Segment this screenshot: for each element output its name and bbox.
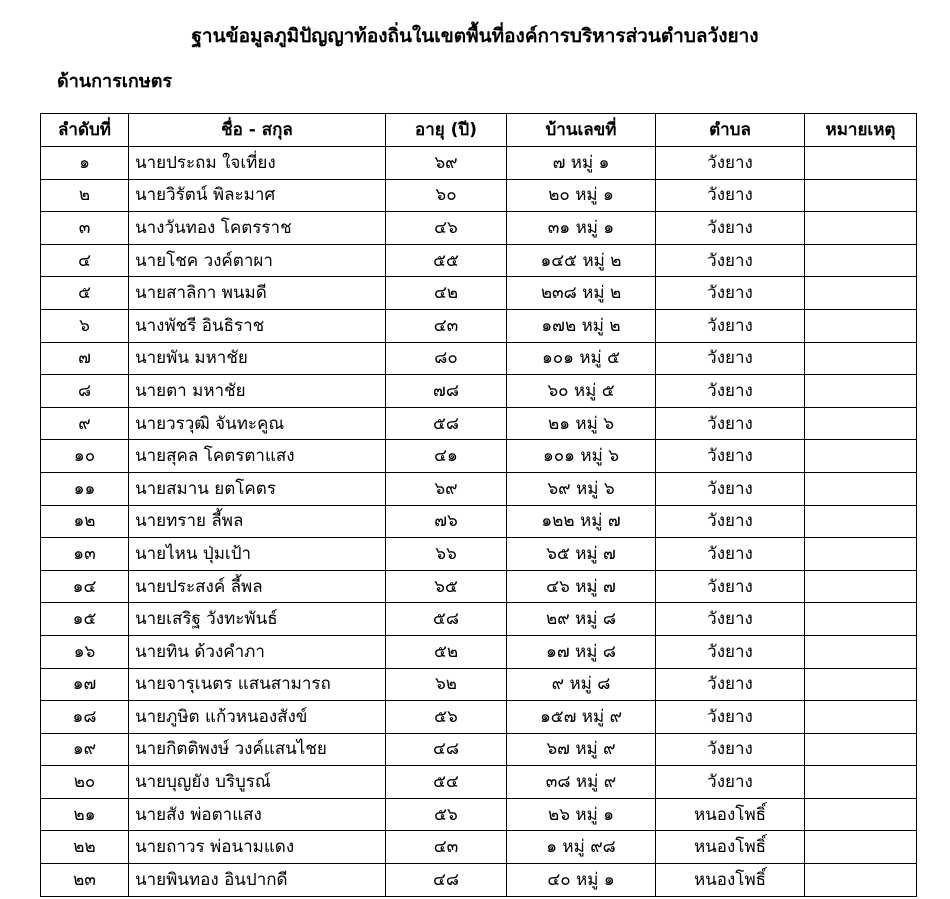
cell-no: ๕	[41, 277, 129, 310]
cell-subdistrict: วังยาง	[656, 570, 805, 603]
table-row	[41, 603, 917, 636]
cell-subdistrict: วังยาง	[656, 538, 805, 571]
cell-remarks	[805, 147, 917, 180]
section-heading: ด้านการเกษตร	[57, 71, 173, 92]
cell-remarks	[805, 277, 917, 310]
cell-house-number: ๔๐ หมู่ ๑	[507, 864, 656, 897]
table-row	[41, 277, 917, 310]
cell-name: นายตา มหาชัย	[129, 375, 386, 408]
cell-remarks	[805, 505, 917, 538]
cell-name: นายถาวร พ่อนามแดง	[129, 831, 386, 864]
cell-house-number: ๗ หมู่ ๑	[507, 147, 656, 180]
cell-remarks	[805, 244, 917, 277]
table-row	[41, 635, 917, 668]
cell-subdistrict: วังยาง	[656, 309, 805, 342]
cell-no: ๑๗	[41, 668, 129, 701]
cell-remarks	[805, 179, 917, 212]
cell-remarks	[805, 538, 917, 571]
cell-name: นางวันทอง โคตรราช	[129, 212, 386, 245]
table-header-row	[41, 114, 917, 147]
cell-house-number: ๒๙ หมู่ ๘	[507, 603, 656, 636]
cell-no: ๑๙	[41, 733, 129, 766]
cell-house-number: ๒๐ หมู่ ๑	[507, 179, 656, 212]
cell-age: ๖๒	[386, 668, 507, 701]
cell-subdistrict: วังยาง	[656, 342, 805, 375]
data-table	[40, 113, 917, 897]
table-row	[41, 798, 917, 831]
cell-subdistrict: วังยาง	[656, 440, 805, 473]
cell-name: นายสุคล โคตรตาแสง	[129, 440, 386, 473]
cell-name: นายจารุเนตร แสนสามารถ	[129, 668, 386, 701]
table-row	[41, 570, 917, 603]
cell-house-number: ๓๘ หมู่ ๙	[507, 766, 656, 799]
cell-age: ๕๘	[386, 407, 507, 440]
cell-house-number: ๑๒๒ หมู่ ๗	[507, 505, 656, 538]
cell-subdistrict: หนองโพธิ์	[656, 864, 805, 897]
cell-house-number: ๑๐๑ หมู่ ๕	[507, 342, 656, 375]
cell-name: นายวรวุฒิ จันทะคูณ	[129, 407, 386, 440]
table-row	[41, 309, 917, 342]
cell-age: ๕๘	[386, 603, 507, 636]
cell-age: ๖๙	[386, 472, 507, 505]
cell-no: ๑๘	[41, 701, 129, 734]
cell-remarks	[805, 635, 917, 668]
cell-no: ๘	[41, 375, 129, 408]
cell-remarks	[805, 342, 917, 375]
cell-name: นายวิรัตน์ พิละมาศ	[129, 179, 386, 212]
cell-remarks	[805, 407, 917, 440]
cell-age: ๔๑	[386, 440, 507, 473]
cell-no: ๔	[41, 244, 129, 277]
cell-subdistrict: วังยาง	[656, 701, 805, 734]
cell-house-number: ๑๐๑ หมู่ ๖	[507, 440, 656, 473]
cell-name: นายเสริฐ วังทะพันธ์	[129, 603, 386, 636]
cell-remarks	[805, 440, 917, 473]
cell-age: ๔๘	[386, 864, 507, 897]
cell-age: ๗๖	[386, 505, 507, 538]
cell-age: ๔๓	[386, 831, 507, 864]
cell-age: ๗๘	[386, 375, 507, 408]
cell-age: ๕๕	[386, 244, 507, 277]
table-row	[41, 244, 917, 277]
cell-remarks	[805, 701, 917, 734]
table-row	[41, 212, 917, 245]
cell-subdistrict: วังยาง	[656, 212, 805, 245]
cell-no: ๒๒	[41, 831, 129, 864]
table-row	[41, 733, 917, 766]
cell-no: ๒๐	[41, 766, 129, 799]
table-row	[41, 472, 917, 505]
cell-age: ๖๐	[386, 179, 507, 212]
cell-remarks	[805, 798, 917, 831]
cell-name: นายทิน ด้วงคำภา	[129, 635, 386, 668]
cell-house-number: ๑๕๗ หมู่ ๙	[507, 701, 656, 734]
table-row	[41, 864, 917, 897]
cell-no: ๑๒	[41, 505, 129, 538]
cell-age: ๕๔	[386, 766, 507, 799]
cell-no: ๙	[41, 407, 129, 440]
table-row	[41, 668, 917, 701]
cell-name: นายสัง พ่อตาแสง	[129, 798, 386, 831]
cell-subdistrict: วังยาง	[656, 733, 805, 766]
cell-house-number: ๓๑ หมู่ ๑	[507, 212, 656, 245]
cell-house-number: ๒๑ หมู่ ๖	[507, 407, 656, 440]
cell-subdistrict: วังยาง	[656, 505, 805, 538]
header-no: ลำดับที่	[41, 114, 129, 147]
cell-no: ๑	[41, 147, 129, 180]
cell-name: นายโชค วงค์ตาผา	[129, 244, 386, 277]
cell-name: นายพินทอง อินปากดี	[129, 864, 386, 897]
cell-subdistrict: วังยาง	[656, 472, 805, 505]
cell-house-number: ๔๖ หมู่ ๗	[507, 570, 656, 603]
cell-no: ๑๔	[41, 570, 129, 603]
cell-remarks	[805, 864, 917, 897]
cell-house-number: ๒๖ หมู่ ๑	[507, 798, 656, 831]
header-age: อายุ (ปี)	[386, 114, 507, 147]
cell-subdistrict: วังยาง	[656, 147, 805, 180]
cell-no: ๗	[41, 342, 129, 375]
header-name: ชื่อ - สกุล	[129, 114, 386, 147]
cell-house-number: ๑ หมู่ ๙๘	[507, 831, 656, 864]
cell-house-number: ๖๙ หมู่ ๖	[507, 472, 656, 505]
cell-no: ๑๕	[41, 603, 129, 636]
cell-no: ๑๐	[41, 440, 129, 473]
cell-name: นายพัน มหาชัย	[129, 342, 386, 375]
cell-subdistrict: วังยาง	[656, 407, 805, 440]
cell-name: นายประถม ใจเที่ยง	[129, 147, 386, 180]
cell-no: ๑๑	[41, 472, 129, 505]
cell-remarks	[805, 309, 917, 342]
cell-subdistrict: หนองโพธิ์	[656, 798, 805, 831]
cell-age: ๕๖	[386, 701, 507, 734]
cell-house-number: ๖๐ หมู่ ๕	[507, 375, 656, 408]
cell-no: ๓	[41, 212, 129, 245]
cell-no: ๒๓	[41, 864, 129, 897]
cell-name: นายทราย ลี้พล	[129, 505, 386, 538]
cell-house-number: ๖๗ หมู่ ๙	[507, 733, 656, 766]
cell-no: ๒	[41, 179, 129, 212]
cell-house-number: ๑๗ หมู่ ๘	[507, 635, 656, 668]
cell-subdistrict: วังยาง	[656, 668, 805, 701]
cell-name: นายบุญยัง บริบูรณ์	[129, 766, 386, 799]
cell-age: ๖๖	[386, 538, 507, 571]
cell-name: นายประสงค์ ลี้พล	[129, 570, 386, 603]
cell-subdistrict: วังยาง	[656, 766, 805, 799]
header-house-number: บ้านเลขที่	[507, 114, 656, 147]
cell-name: นายสมาน ยตโคตร	[129, 472, 386, 505]
table-row	[41, 375, 917, 408]
table-row	[41, 538, 917, 571]
cell-name: นางพัชรี อินธิราช	[129, 309, 386, 342]
cell-remarks	[805, 733, 917, 766]
cell-subdistrict: วังยาง	[656, 375, 805, 408]
table-row	[41, 505, 917, 538]
cell-remarks	[805, 831, 917, 864]
table-row	[41, 179, 917, 212]
cell-no: ๖	[41, 309, 129, 342]
cell-house-number: ๖๕ หมู่ ๗	[507, 538, 656, 571]
cell-no: ๒๑	[41, 798, 129, 831]
table-row	[41, 147, 917, 180]
cell-house-number: ๑๔๕ หมู่ ๒	[507, 244, 656, 277]
cell-house-number: ๑๗๒ หมู่ ๒	[507, 309, 656, 342]
cell-subdistrict: วังยาง	[656, 244, 805, 277]
cell-age: ๕๒	[386, 635, 507, 668]
cell-remarks	[805, 472, 917, 505]
cell-subdistrict: หนองโพธิ์	[656, 831, 805, 864]
cell-age: ๕๖	[386, 798, 507, 831]
cell-remarks	[805, 603, 917, 636]
table-row	[41, 342, 917, 375]
cell-subdistrict: วังยาง	[656, 603, 805, 636]
cell-no: ๑๖	[41, 635, 129, 668]
cell-age: ๖๕	[386, 570, 507, 603]
table-row	[41, 831, 917, 864]
table-row	[41, 701, 917, 734]
document-title: ฐานข้อมูลภูมิปัญญาท้องถิ่นในเขตพื้นที่องค์การบริหารส่วนตำบลวังยาง	[191, 25, 759, 47]
cell-age: ๘๐	[386, 342, 507, 375]
cell-subdistrict: วังยาง	[656, 277, 805, 310]
header-subdistrict: ตำบล	[656, 114, 805, 147]
header-remarks: หมายเหตุ	[805, 114, 917, 147]
cell-subdistrict: วังยาง	[656, 179, 805, 212]
cell-age: ๔๒	[386, 277, 507, 310]
cell-name: นายสาลิกา พนมดี	[129, 277, 386, 310]
cell-name: นายภูษิต แก้วหนองสังข์	[129, 701, 386, 734]
cell-no: ๑๓	[41, 538, 129, 571]
cell-house-number: ๙ หมู่ ๘	[507, 668, 656, 701]
cell-age: ๔๖	[386, 212, 507, 245]
cell-remarks	[805, 570, 917, 603]
cell-remarks	[805, 375, 917, 408]
table-row	[41, 440, 917, 473]
cell-house-number: ๒๓๘ หมู่ ๒	[507, 277, 656, 310]
cell-remarks	[805, 212, 917, 245]
cell-name: นายกิตติพงษ์ วงค์แสนไชย	[129, 733, 386, 766]
cell-remarks	[805, 668, 917, 701]
cell-age: ๔๘	[386, 733, 507, 766]
table-row	[41, 766, 917, 799]
cell-age: ๔๓	[386, 309, 507, 342]
table-body	[41, 147, 917, 897]
cell-subdistrict: วังยาง	[656, 635, 805, 668]
table-row	[41, 407, 917, 440]
cell-name: นายไหน ปุ่มเป้า	[129, 538, 386, 571]
cell-remarks	[805, 766, 917, 799]
cell-age: ๖๙	[386, 147, 507, 180]
